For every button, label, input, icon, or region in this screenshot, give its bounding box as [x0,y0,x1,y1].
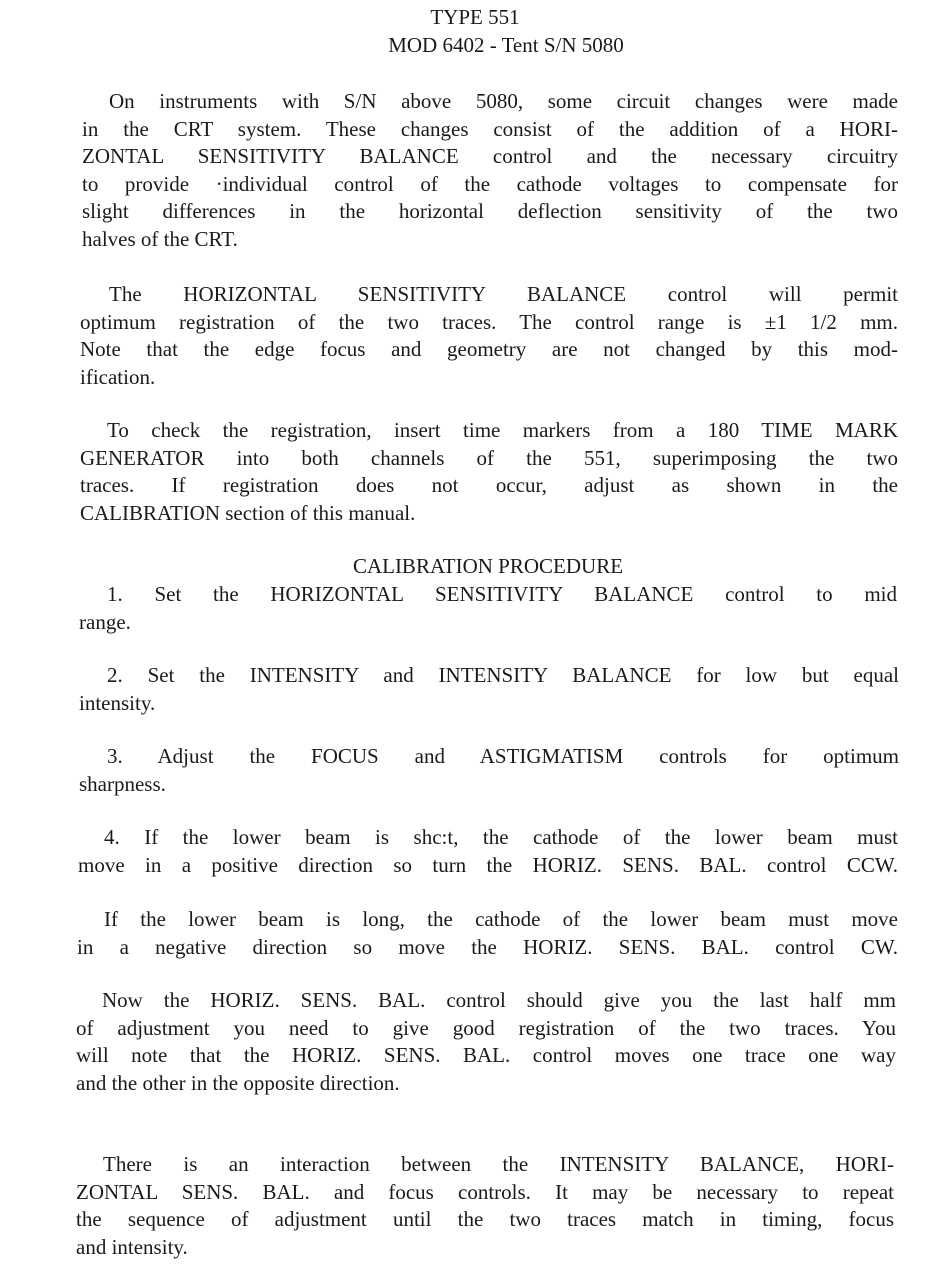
header-mod: MOD 6402 - Tent S/N 5080 [388,33,624,57]
text-line: On instruments with S/N above 5080, some circuit changes were made [109,89,898,113]
step-4 [78,824,898,879]
text-line: will note that the HORIZ. SENS. BAL. control moves one trace one way [76,1043,896,1068]
paragraph-long-beam [77,906,898,961]
text-line: 2. Set the INTENSITY and INTENSITY BALANCE for low but equal [107,663,899,687]
text-line: Note that the edge focus and geometry are not changed by this mod- [80,337,898,362]
text-line: and the other in the opposite direction. [76,1070,400,1095]
calibration-heading: CALIBRATION PROCEDURE [352,554,624,578]
text-line: range. [79,609,131,634]
header-type: TYPE 551 [430,5,520,29]
text-line: traces. If registration does not occur, adjust as shown in the [80,473,898,498]
text-line: the sequence of adjustment until the two traces match in timing, focus [76,1207,894,1232]
paragraph-check [80,417,898,527]
text-line: optimum registration of the two traces. The control range is ±1 1/2 mm. [80,309,898,334]
text-line: move in a positive direction so turn the HORIZ. SENS. BAL. control CCW. [78,852,898,877]
text-line: slight differences in the horizontal deflection sensitivity of the two [82,199,898,224]
text-line: to provide ·individual control of the cathode voltages to compensate for [82,171,898,196]
text-line: of adjustment you need to give good registration of the two traces. You [76,1015,896,1040]
text-line: in the CRT system. These changes consist of the addition of a HORI- [82,116,898,141]
text-line: 4. If the lower beam is shc:t, the cathode of the lower beam must [104,825,898,849]
text-line: halves of the CRT. [82,226,238,251]
text-line: Now the HORIZ. SENS. BAL. control should give you the last half mm [102,988,896,1012]
paragraph-now [76,987,896,1097]
step-2 [79,662,899,717]
text-line: intensity. [79,690,156,715]
paragraph-intro [82,88,898,254]
text-line: GENERATOR into both channels of the 551, superimposing the two [80,445,898,470]
text-line: 3. Adjust the FOCUS and ASTIGMATISM controls for optimum [107,744,899,768]
text-line: There is an interaction between the INTENSITY BALANCE, HORI- [103,1152,894,1176]
step-1 [79,581,897,636]
text-line: The HORIZONTAL SENSITIVITY BALANCE control will permit [109,282,898,306]
paragraph-interaction [76,1151,894,1261]
step-3 [79,743,899,798]
paragraph-control [80,281,898,391]
text-line: 1. Set the HORIZONTAL SENSITIVITY BALANCE control to mid [107,582,897,606]
text-line: If the lower beam is long, the cathode of the lower beam must move [104,907,898,931]
text-line: CALIBRATION section of this manual. [80,500,416,525]
text-line: in a negative direction so move the HORIZ. SENS. BAL. control CW. [77,934,898,959]
text-line: ZONTAL SENS. BAL. and focus controls. It may be necessary to repeat [76,1179,894,1204]
text-line: To check the registration, insert time markers from a 180 TIME MARK [107,418,898,442]
text-line: and intensity. [76,1234,188,1259]
text-line: ZONTAL SENSITIVITY BALANCE control and the necessary circuitry [82,144,898,169]
text-line: ification. [80,364,156,389]
text-line: sharpness. [79,771,166,796]
